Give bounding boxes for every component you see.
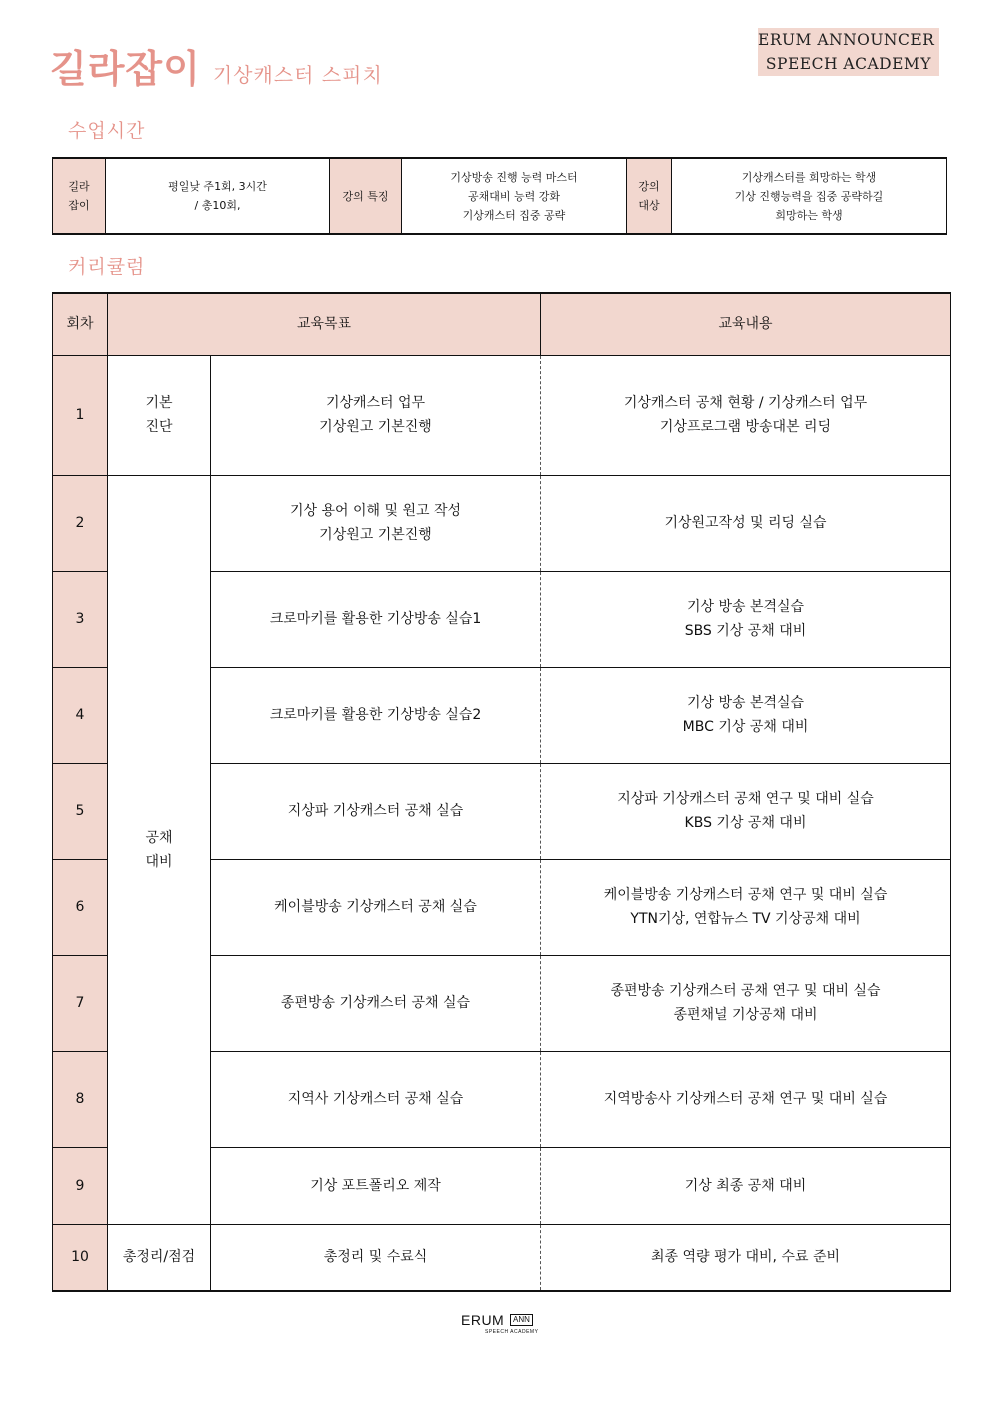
feature-value: 기상방송 진행 능력 마스터 공채대비 능력 강화 기상캐스터 집중 공략 <box>402 158 627 234</box>
goal-cell: 종편방송 기상캐스터 공채 실습 <box>211 955 541 1051</box>
content-cell: 기상캐스터 공채 현황 / 기상캐스터 업무 기상프로그램 방송대본 리딩 <box>541 355 951 475</box>
head-content: 교육내용 <box>541 293 951 355</box>
content-cell: 기상원고작성 및 리딩 실습 <box>541 475 951 571</box>
goal-cell: 지상파 기상캐스터 공채 실습 <box>211 763 541 859</box>
round-number: 9 <box>53 1147 108 1224</box>
feature-label: 강의 특징 <box>330 158 402 234</box>
table-row <box>53 1224 951 1291</box>
goal-cell: 지역사 기상캐스터 공채 실습 <box>211 1051 541 1147</box>
goal-cell: 크로마키를 활용한 기상방송 실습2 <box>211 667 541 763</box>
content-cell: 최종 역량 평가 대비, 수료 준비 <box>541 1224 951 1291</box>
goal-cell: 기상캐스터 업무 기상원고 기본진행 <box>211 355 541 475</box>
round-number: 7 <box>53 955 108 1051</box>
course-label: 길라 잡이 <box>53 158 106 234</box>
goal-cell: 기상 용어 이해 및 원고 작성 기상원고 기본진행 <box>211 475 541 571</box>
content-cell: 케이블방송 기상캐스터 공채 연구 및 대비 실습 YTN기상, 연합뉴스 TV 기상공채 대비 <box>541 859 951 955</box>
target-label: 강의 대상 <box>627 158 672 234</box>
head-goal: 교육목표 <box>108 293 541 355</box>
category-cell: 기본 진단 <box>108 355 211 475</box>
content-cell: 기상 최종 공채 대비 <box>541 1147 951 1224</box>
round-number: 1 <box>53 355 108 475</box>
table-row <box>53 355 951 475</box>
round-number: 4 <box>53 667 108 763</box>
content-cell: 기상 방송 본격실습 SBS 기상 공채 대비 <box>541 571 951 667</box>
schedule-info-table <box>52 157 947 235</box>
round-number: 6 <box>53 859 108 955</box>
round-number: 5 <box>53 763 108 859</box>
round-number: 8 <box>53 1051 108 1147</box>
goal-cell: 기상 포트폴리오 제작 <box>211 1147 541 1224</box>
round-number: 10 <box>53 1224 108 1291</box>
footer-logo <box>461 1312 539 1336</box>
head-round: 회차 <box>53 293 108 355</box>
academy-line-1: ERUM ANNOUNCER <box>758 31 935 49</box>
brand-subtitle: 기상캐스터 스피치 <box>212 63 383 87</box>
brand-header <box>50 38 383 93</box>
category-cell: 총정리/점검 <box>108 1224 211 1291</box>
section-title-schedule: 수업시간 <box>68 120 146 142</box>
category-cell: 공채 대비 <box>108 475 211 1224</box>
round-number: 3 <box>53 571 108 667</box>
footer-logo-ann: ANN <box>510 1314 533 1326</box>
footer-logo-sub: SPEECH ACADEMY <box>485 1329 539 1335</box>
footer-logo-main: ERUM <box>461 1312 505 1328</box>
goal-cell: 총정리 및 수료식 <box>211 1224 541 1291</box>
section-title-curriculum: 커리큘럼 <box>68 256 146 278</box>
curriculum-table <box>52 292 951 1292</box>
brand-title: 길라잡이 <box>50 47 201 91</box>
table-row <box>53 475 951 571</box>
content-cell: 지역방송사 기상캐스터 공채 연구 및 대비 실습 <box>541 1051 951 1147</box>
content-cell: 종편방송 기상캐스터 공채 연구 및 대비 실습 종편채널 기상공채 대비 <box>541 955 951 1051</box>
academy-badge <box>758 28 939 76</box>
goal-cell: 케이블방송 기상캐스터 공채 실습 <box>211 859 541 955</box>
target-value: 기상캐스터를 희망하는 학생 기상 진행능력을 집중 공략하길 희망하는 학생 <box>672 158 947 234</box>
goal-cell: 크로마키를 활용한 기상방송 실습1 <box>211 571 541 667</box>
content-cell: 기상 방송 본격실습 MBC 기상 공채 대비 <box>541 667 951 763</box>
academy-line-2: SPEECH ACADEMY <box>765 55 931 73</box>
round-number: 2 <box>53 475 108 571</box>
schedule-value: 평일낮 주1회, 3시간 / 총10회, <box>106 158 330 234</box>
content-cell: 지상파 기상캐스터 공채 연구 및 대비 실습 KBS 기상 공채 대비 <box>541 763 951 859</box>
